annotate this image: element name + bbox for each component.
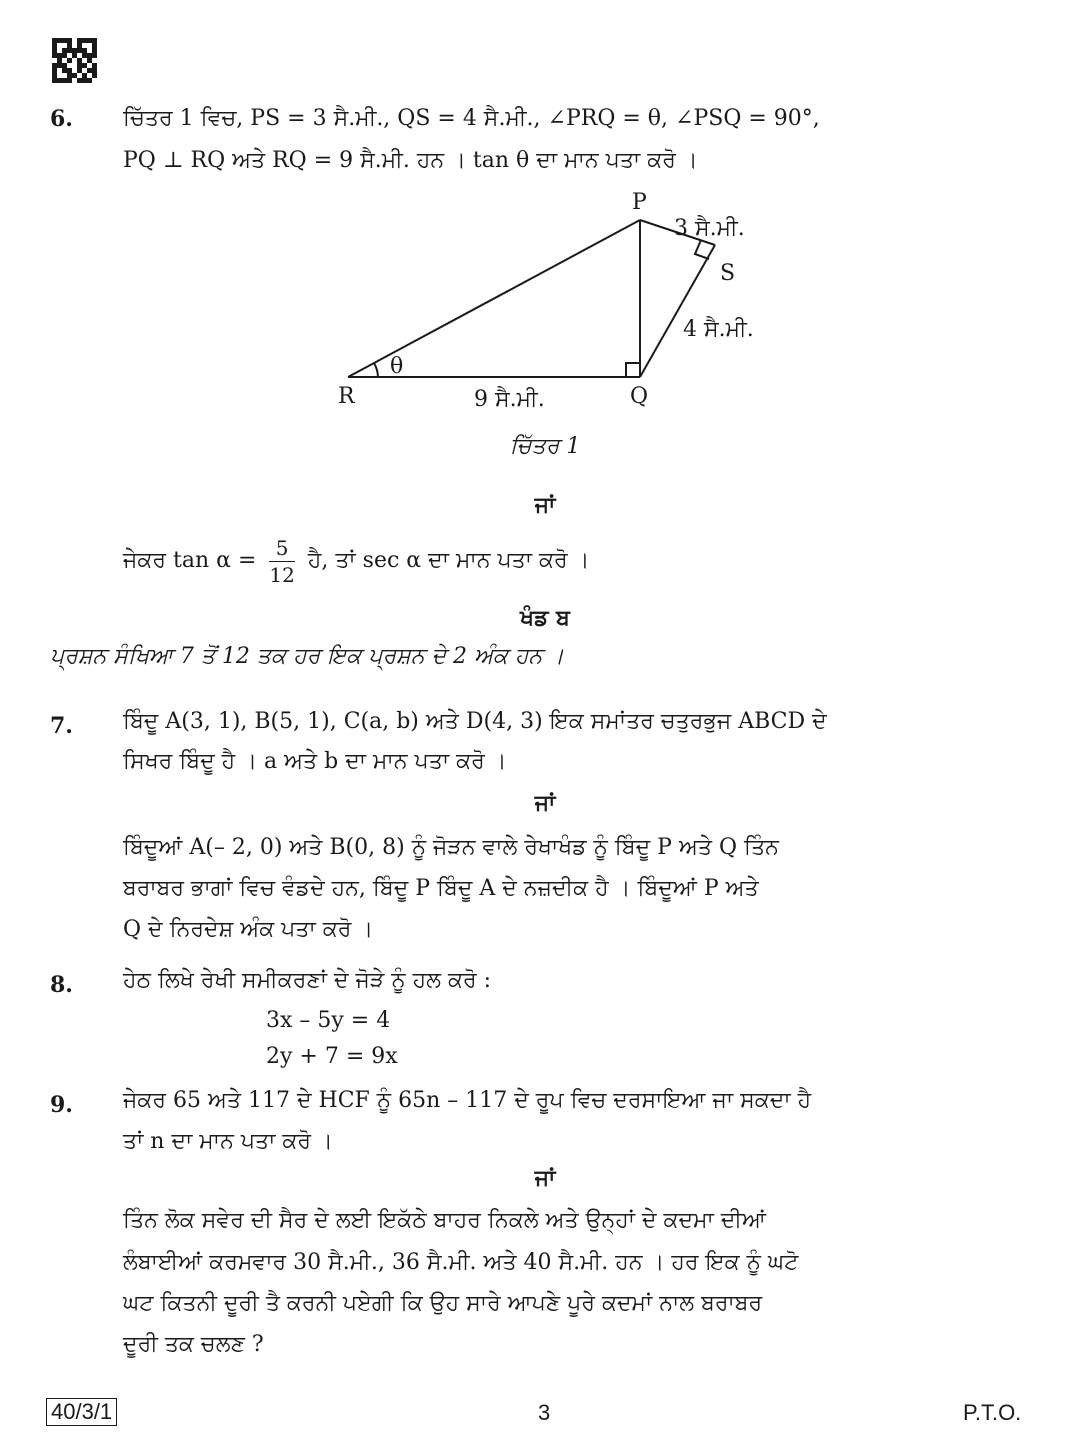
fraction-numerator: 5 — [269, 535, 294, 562]
equation-2: 2y + 7 = 9x — [266, 1044, 398, 1069]
equation-1: 3x – 5y = 4 — [266, 1008, 391, 1033]
label-theta: θ — [390, 354, 404, 379]
label-qs-length: 4 ਸੈ.ਮੀ. — [683, 317, 754, 342]
fraction-5-12 — [269, 535, 294, 588]
label-s: S — [720, 261, 736, 286]
question-6-line-1: ਚਿੱਤਰ 1 ਵਿਚ, PS = 3 ਸੈ.ਮੀ., QS = 4 ਸੈ.ਮੀ., ∠PRQ = θ, ∠PSQ = 90°, — [123, 106, 820, 131]
question-9-alt-line-2: ਲੰਬਾਈਆਂ ਕਰਮਵਾਰ 30 ਸੈ.ਮੀ., 36 ਸੈ.ਮੀ. ਅਤੇ 40 ਸੈ.ਮੀ. ਹਨ । ਹਰ ਇਕ ਨੂੰ ਘਟੋ — [123, 1250, 799, 1275]
figure-caption: ਚਿੱਤਰ 1 — [509, 434, 581, 459]
question-9-line-1: ਜੇਕਰ 65 ਅਤੇ 117 ਦੇ HCF ਨੂੰ 65n – 117 ਦੇ ਰੂਪ ਵਿਚ ਦਰਸਾਇਆ ਜਾ ਸਕਦਾ ਹੈ — [123, 1088, 812, 1113]
question-9-alt-line-1: ਤਿੰਨ ਲੋਕ ਸਵੇਰ ਦੀ ਸੈਰ ਦੇ ਲਈ ਇਕੱਠੇ ਬਾਹਰ ਨਿਕਲੇ ਅਤੇ ਉਨ੍ਹਾਂ ਦੇ ਕਦਮਾ ਦੀਆਂ — [123, 1208, 767, 1233]
question-6-line-2: PQ ⊥ RQ ਅਤੇ RQ = 9 ਸੈ.ਮੀ. ਹਨ । tan θ ਦਾ ਮਾਨ ਪਤਾ ਕਰੋ । — [123, 148, 698, 173]
qr-code — [52, 38, 97, 83]
label-ps-length: 3 ਸੈ.ਮੀ. — [674, 216, 745, 241]
pto-label: P.T.O. — [963, 1400, 1022, 1425]
question-7-alt-line-1: ਬਿੰਦੂਆਂ A(– 2, 0) ਅਤੇ B(0, 8) ਨੂੰ ਜੋੜਨ ਵਾਲੇ ਰੇਖਾਖੰਡ ਨੂੰ ਬਿੰਦੂ P ਅਤੇ Q ਤਿੰਨ — [123, 835, 779, 860]
question-9-line-2: ਤਾਂ n ਦਾ ਮਾਨ ਪਤਾ ਕਰੋ । — [123, 1129, 333, 1154]
question-9-alt-line-4: ਦੂਰੀ ਤਕ ਚਲਣ ? — [123, 1332, 264, 1357]
triangle-figure — [330, 185, 790, 420]
fraction-denominator: 12 — [269, 562, 295, 587]
section-title: ਖੰਡ ਬ — [520, 605, 570, 631]
right-angle-q — [626, 363, 640, 377]
question-8-number: 8. — [50, 972, 73, 998]
segment-sq — [640, 245, 715, 377]
alt-text-before: ਜੇਕਰ tan α = — [123, 548, 257, 573]
paper-code: 40/3/1 — [46, 1398, 117, 1426]
question-7-alt-line-2: ਬਰਾਬਰ ਭਾਗਾਂ ਵਿਚ ਵੰਡਦੇ ਹਨ, ਬਿੰਦੂ P ਬਿੰਦੂ A ਦੇ ਨਜ਼ਦੀਕ ਹੈ । ਬਿੰਦੂਆਂ P ਅਤੇ — [123, 876, 759, 901]
question-9-alt-line-3: ਘਟ ਕਿਤਨੀ ਦੂਰੀ ਤੈ ਕਰਨੀ ਪਏਗੀ ਕਿ ਉਹ ਸਾਰੇ ਆਪਣੇ ਪੂਰੇ ਕਦਮਾਂ ਨਾਲ ਬਰਾਬਰ — [123, 1291, 763, 1316]
question-6-alternative — [123, 530, 983, 592]
label-rq-length: 9 ਸੈ.ਮੀ. — [474, 387, 545, 412]
question-7-line-1: ਬਿੰਦੂ A(3, 1), B(5, 1), C(a, b) ਅਤੇ D(4, 3) ਇਕ ਸਮਾਂਤਰ ਚਤੁਰਭੁਜ ABCD ਦੇ — [123, 709, 827, 734]
page-number: 3 — [538, 1400, 551, 1425]
question-6-or: ਜਾਂ — [534, 492, 556, 518]
question-9-number: 9. — [50, 1092, 73, 1118]
question-7-line-2: ਸਿਖਰ ਬਿੰਦੂ ਹੈ । a ਅਤੇ b ਦਾ ਮਾਨ ਪਤਾ ਕਰੋ । — [123, 749, 507, 774]
question-7-or: ਜਾਂ — [534, 790, 556, 816]
label-r: R — [338, 384, 355, 409]
label-q: Q — [630, 384, 649, 409]
question-6-number: 6. — [50, 106, 73, 132]
question-8-line-1: ਹੇਠ ਲਿਖੇ ਰੇਖੀ ਸਮੀਕਰਣਾਂ ਦੇ ਜੋੜੇ ਨੂੰ ਹਲ ਕਰੋ : — [123, 968, 491, 993]
question-7-number: 7. — [50, 713, 73, 739]
section-instruction: ਪ੍ਰਸ਼ਨ ਸੰਖਿਆ 7 ਤੋਂ 12 ਤਕ ਹਰ ਇਕ ਪ੍ਰਸ਼ਨ ਦੇ 2 ਅੰਕ ਹਨ । — [50, 644, 564, 669]
question-7-alt-line-3: Q ਦੇ ਨਿਰਦੇਸ਼ ਅੰਕ ਪਤਾ ਕਰੋ । — [123, 917, 374, 942]
question-9-or: ਜਾਂ — [534, 1165, 556, 1191]
alt-text-after: ਹੈ, ਤਾਂ sec α ਦਾ ਮਾਨ ਪਤਾ ਕਰੋ । — [307, 548, 590, 573]
theta-arc — [374, 363, 378, 377]
label-p: P — [632, 190, 647, 215]
